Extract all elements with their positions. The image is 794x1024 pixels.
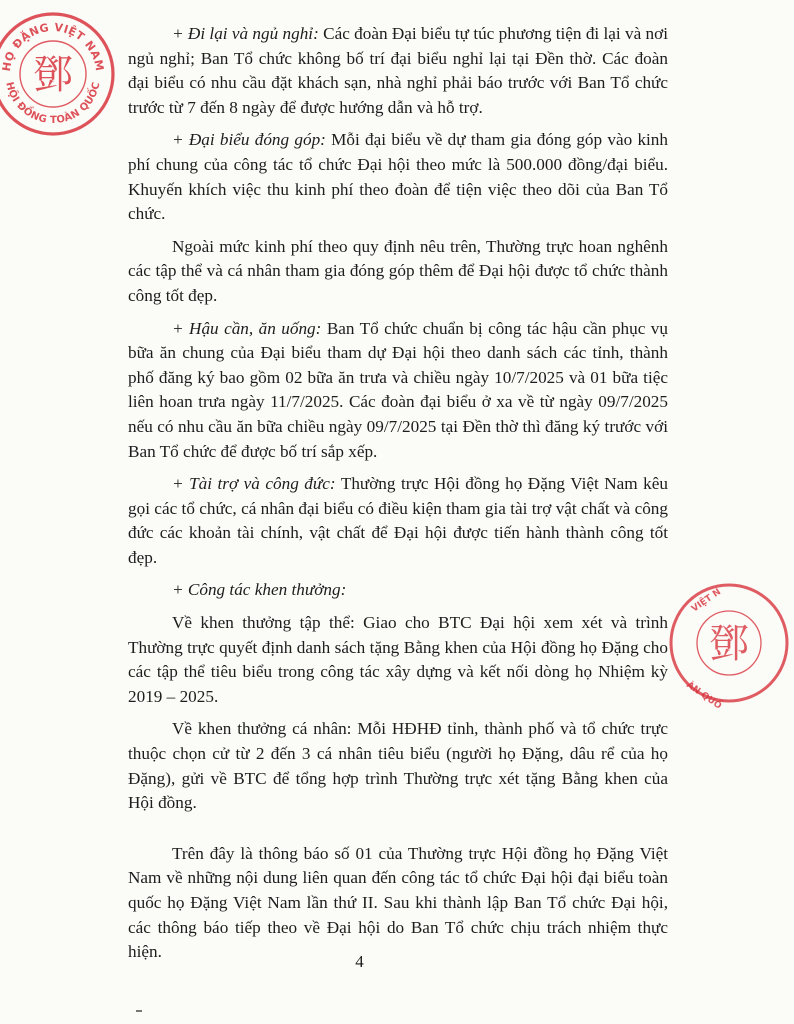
svg-text:HỌ ĐẶNG VIỆT NAM: HỌ ĐẶNG VIỆT NAM	[0, 20, 107, 73]
svg-text:鄧: 鄧	[33, 52, 73, 98]
seal-stamp-top	[0, 8, 118, 138]
page-number: 4	[355, 952, 364, 971]
svg-text:VIỆT N: VIỆT N	[689, 587, 723, 615]
paragraph-text: Thường trực Hội đồng họ Đặng Việt Nam kêu gọi các tổ chức, cá nhân đại biểu có điều kiện tham gia tài trợ vật chất và công đức các khoản tài chính, vật chất để Đại hội được tiến hành thành công tốt đẹp.	[128, 474, 668, 567]
paragraph-lead: + Hậu cần, ăn uống:	[172, 318, 322, 338]
scan-mark	[136, 1010, 142, 1012]
paragraph-text: Mỗi đại biểu về dự tham gia đóng góp vào kinh phí chung của công tác tổ chức Đại hội theo mức là 500.000 đồng/đại biểu. Khuyến khích việc thu kinh phí theo đoàn để tiện việc theo dõi của Ban Tổ chức.	[128, 130, 668, 224]
svg-text:HỘI ĐỒNG TOÀN QUỐC: HỘI ĐỒNG TOÀN QUỐC	[3, 80, 103, 127]
paragraph-lead: + Đại biểu đóng góp:	[172, 130, 326, 150]
paragraph-text: Trên đây là thông báo số 01 của Thường trực Hội đồng họ Đặng Việt Nam về những nội dung liên quan đến công tác tổ chức Đại hội đại biểu toàn quốc họ Đặng Việt Nam lần thứ II. Sau khi thành lập Ban Tổ chức Đại hội, các thông báo tiếp theo về Đại hội do Ban Tổ chức chịu trách nhiệm thực hiện.	[128, 843, 668, 962]
paragraph-text: Về khen thưởng tập thể: Giao cho BTC Đại hội xem xét và trình Thường trực quyết định danh sách tặng Bằng khen của Hội đồng họ Đặng cho các tập thể tiêu biểu trong công tác xây dựng và kết nối dòng họ Nhiệm kỳ 2019 – 2025.	[128, 613, 668, 706]
seal-stamp-right-partial	[664, 578, 749, 712]
paragraph-delegate-contribution	[128, 128, 668, 226]
svg-text:鄧: 鄧	[709, 621, 749, 667]
paragraph-text: Về khen thưởng cá nhân: Mỗi HĐHĐ tỉnh, thành phố và tổ chức trực thuộc chọn cử từ 2 đến 3 cá nhân tiêu biểu (người họ Đặng, dâu rể của họ Đặng), gửi về BTC để tổng hợp trình Thường trực xét tặng Bằng khen của Hội đồng.	[128, 719, 668, 813]
paragraph-collective-awards	[128, 611, 668, 709]
paragraph-closing	[128, 842, 668, 965]
paragraph-lead: + Công tác khen thưởng:	[172, 580, 347, 600]
paragraph-lead: + Đi lại và ngủ nghỉ:	[172, 24, 319, 43]
paragraph-extra-contribution	[128, 235, 668, 309]
paragraph-text: Ngoài mức kinh phí theo quy định nêu trên, Thường trực hoan nghênh các tập thể và cá nhân tham gia đóng góp thêm để Đại hội được tổ chức thành công tốt đẹp.	[128, 236, 668, 305]
paragraph-text: Ban Tổ chức chuẩn bị công tác hậu cần phục vụ bữa ăn chung của Đại biểu tham dự Đại hội theo danh sách các tỉnh, thành phố đăng ký bao gồm 02 bữa ăn trưa và chiều ngày 10/7/2025 và 01 bữa tiệc liên hoan trưa ngày 11/7/2025. Các đoàn đại biểu ở xa về từ ngày 09/7/2025 nếu có nhu cầu ăn bữa chiều ngày 09/7/2025 tại Đền thờ thì đăng ký trước với Ban Tổ chức để được bố trí sắp xếp.	[128, 318, 668, 461]
paragraph-text: Các đoàn Đại biểu tự túc phương tiện đi lại và nơi ngủ nghỉ; Ban Tổ chức không bố trí đại biểu nghỉ lại tại Đền thờ. Các đoàn đại biểu có nhu cầu đặt khách sạn, nhà nghỉ phải báo trước với Ban Tổ chức trước từ 7 đến 8 ngày để được hướng dẫn và hỗ trợ.	[128, 24, 668, 117]
paragraph-individual-awards	[128, 717, 668, 815]
document-body	[128, 22, 668, 973]
paragraph-logistics-meals	[128, 317, 668, 465]
paragraph-travel-lodging	[128, 22, 668, 120]
paragraph-lead: + Tài trợ và công đức:	[172, 474, 336, 494]
svg-text:ÀN QUỐ: ÀN QUỐ	[684, 680, 723, 712]
paragraph-sponsorship	[128, 472, 668, 570]
paragraph-awards-heading	[128, 578, 668, 603]
